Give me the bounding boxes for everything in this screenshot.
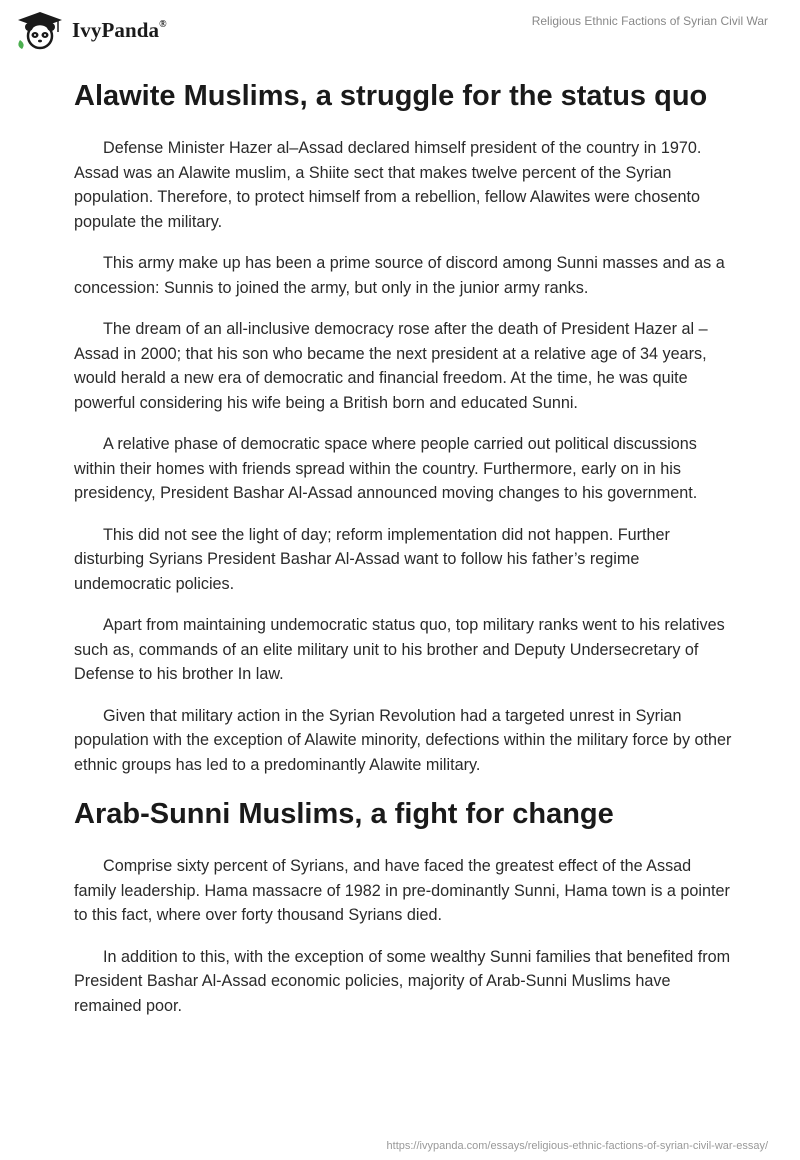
brand-name: IvyPanda® bbox=[72, 17, 167, 42]
paragraph: The dream of an all-inclusive democracy rose after the death of President Hazer al –Assad in 2000; that his son who became the next president at a relative age of 34 years, would herald a new era of democratic and financial freedom. At the time, he was quite powerful considering his wife being a British born and educated Sunni. bbox=[74, 320, 708, 412]
paragraph: In addition to this, with the exception of some wealthy Sunni families that benefited from President Bashar Al-Assad economic policies, majority of Arab-Sunni Muslims have remained poor. bbox=[74, 947, 731, 1015]
paragraph: Given that military action in the Syrian Revolution had a targeted unrest in Syrian population with the exception of Alawite minority, defections within the military force by other ethnic groups has led to a predominantly Alawite military. bbox=[74, 706, 732, 774]
paragraph: This did not see the light of day; reform implementation did not happen. Further disturbing Syrians President Bashar Al-Assad want to follow his father’s regime undemocratic policies. bbox=[74, 525, 670, 593]
source-url-link[interactable]: https://ivypanda.com/essays/religious-ethnic-factions-of-syrian-civil-war-essay/ bbox=[386, 1140, 768, 1152]
paragraph: A relative phase of democratic space where people carried out political discussions within their homes with friends spread within the country. Furthermore, early on in his presidency, President Bashar Al-Assad announced moving changes to his government. bbox=[74, 435, 698, 502]
paragraph: Apart from maintaining undemocratic status quo, top military ranks went to his relatives such as, commands of an elite military unit to his brother and Deputy Undersecretary of Defense to his brother In law. bbox=[74, 616, 725, 683]
panda-graduate-icon bbox=[14, 10, 66, 50]
document-title: Religious Ethnic Factions of Syrian Civil War bbox=[531, 14, 768, 28]
paragraph: Comprise sixty percent of Syrians, and have faced the greatest effect of the Assad family leadership. Hama massacre of 1982 in pre-dominantly Sunni, Hama town is a pointer to this fact, where over forty thousand Syrians died. bbox=[74, 857, 730, 924]
section-heading-arab-sunni: Arab-Sunni Muslims, a fight for change bbox=[74, 798, 614, 830]
page-header bbox=[0, 0, 800, 70]
brand-logo[interactable] bbox=[14, 10, 167, 50]
essay-content bbox=[74, 70, 734, 1035]
paragraph: Defense Minister Hazer al–Assad declared himself president of the country in 1970. Assad was an Alawite muslim, a Shiite sect that makes twelve percent of the Syrian population. Therefore, to protect himself from a rebellion, fellow Alawites were chosento populate the military. bbox=[74, 139, 702, 231]
section-heading-alawite: Alawite Muslims, a struggle for the status quo bbox=[74, 80, 708, 112]
paragraph: This army make up has been a prime source of discord among Sunni masses and as a concession: Sunnis to joined the army, but only in the junior army ranks. bbox=[74, 254, 725, 297]
